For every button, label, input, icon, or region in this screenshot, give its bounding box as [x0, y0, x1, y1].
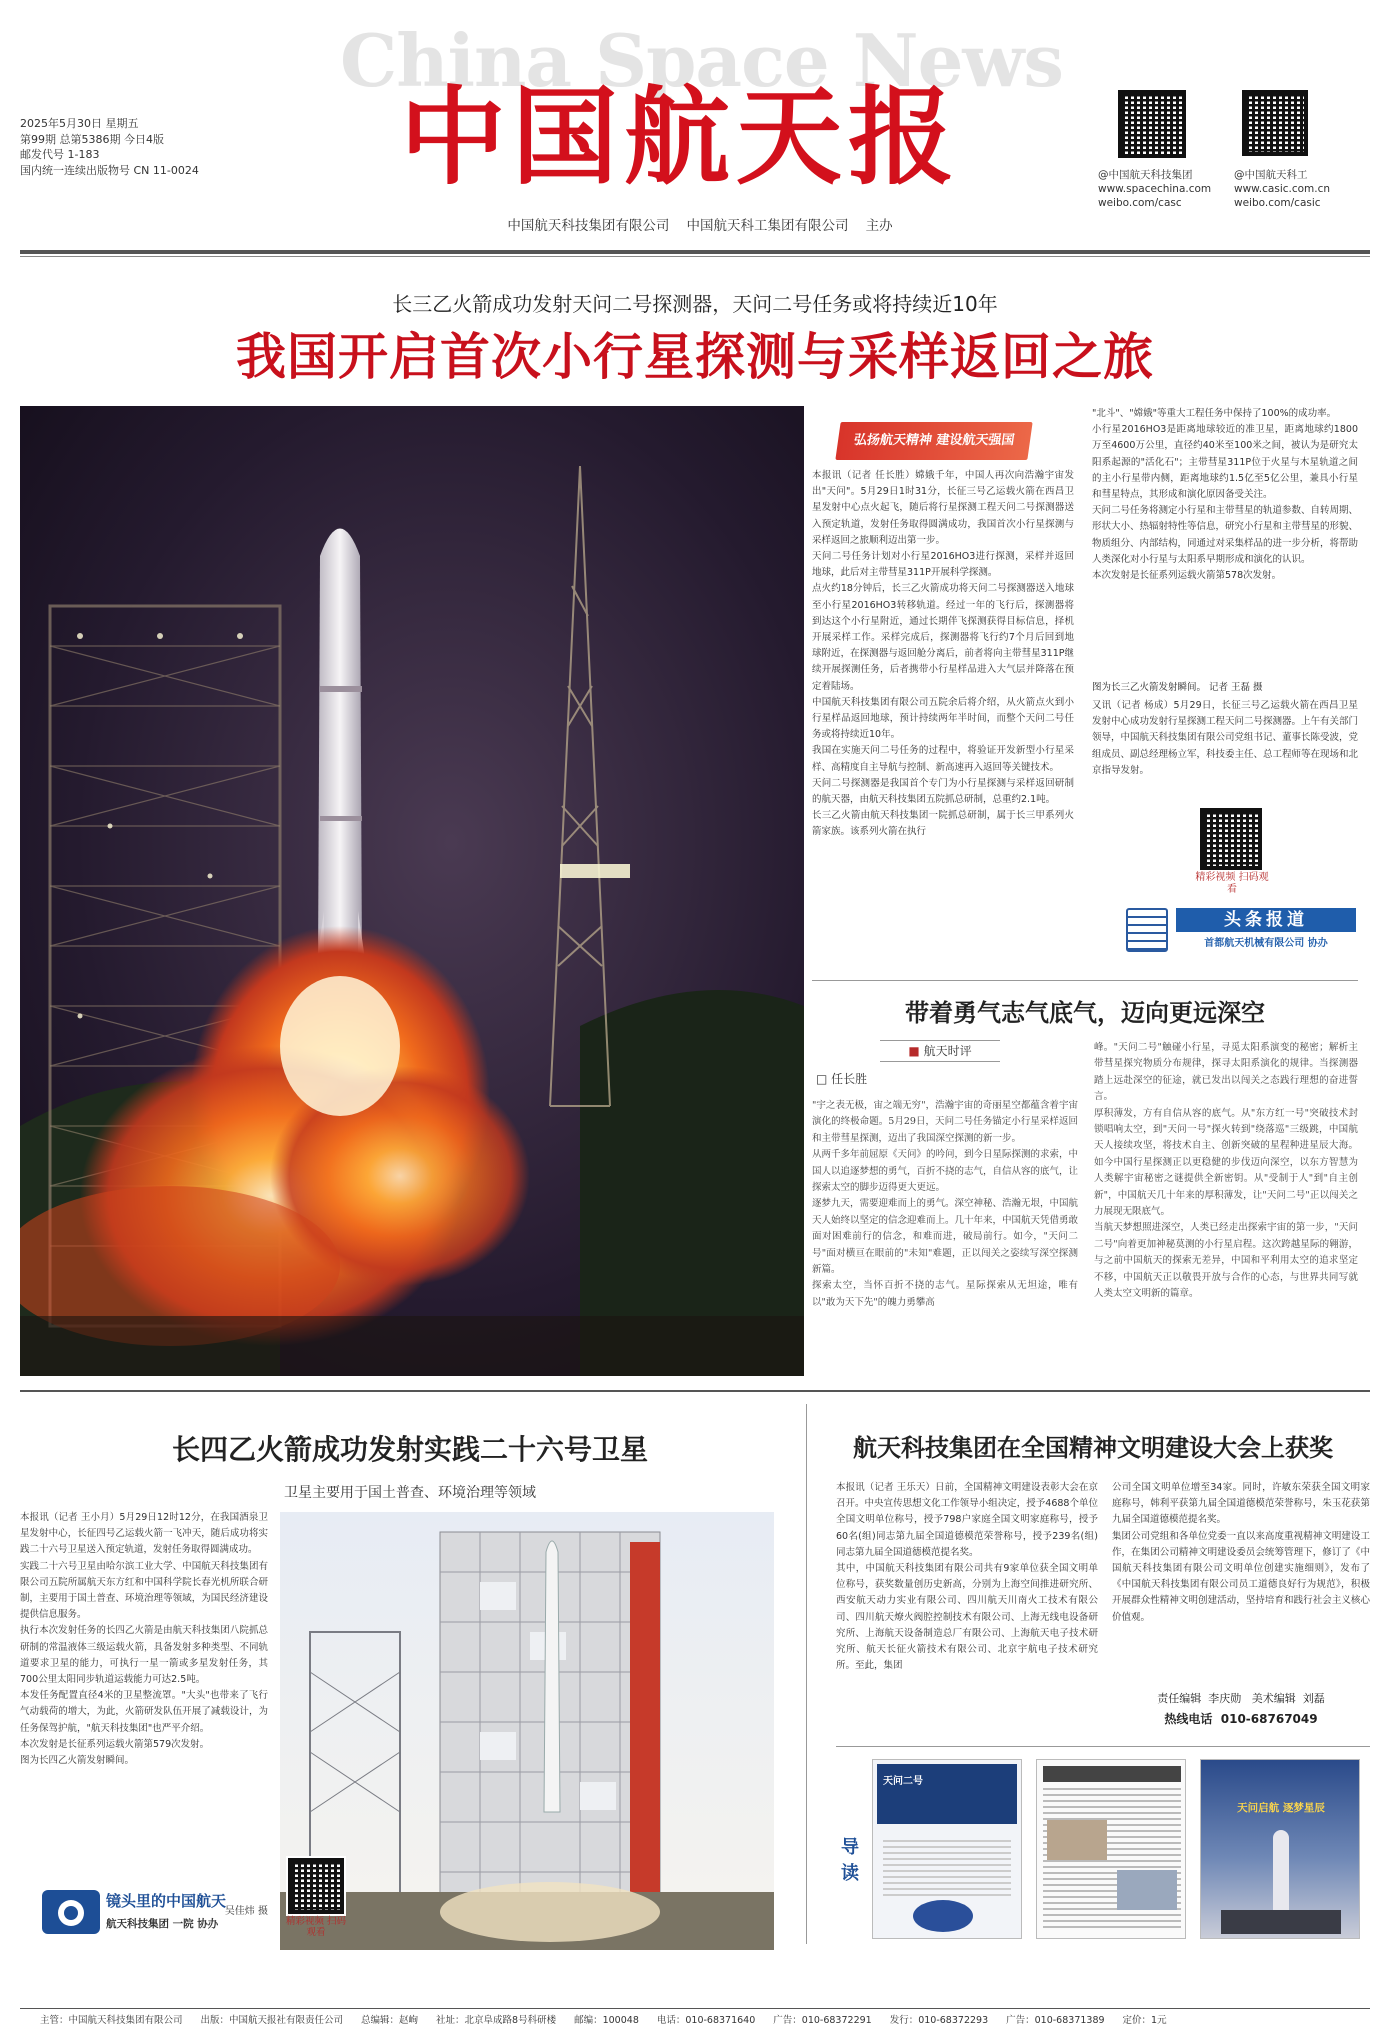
- section-rule: [20, 1390, 1370, 1392]
- editorial-byline: [816, 1070, 976, 1087]
- editorial-rule: [812, 980, 1358, 981]
- masthead-chinese: 中国航天报: [400, 74, 960, 199]
- footer-price: 定价：1元: [1122, 2015, 1167, 2026]
- lead-column-1: 本报讯（记者 任长胜）嫦娥千年，中国人再次向浩瀚宇宙发出"天问"。5月29日1时31分，长征三号乙运载火箭在西昌卫星发射中心点火起飞，随后将行星探测工程天问二号探测器送入预定轨道，发射任务取得圆满成功，我国首次小行星探测与采样返回之旅顺利迈出第一步。 天问二号任务计划对小行星2016HO3进行探测，采样并返回地球，此后对主带彗星311P开展科学探测。 点火约18分钟后，长三乙火箭成功将天问二号探测器送入地球至小行星2016HO3转移轨道。经过一年的飞行后，探测器将到达这个小行星附近，通过长期伴飞探测获得目标信息，择机开展采样工作。采样完成后，探测器将飞行约7个月后回到地球附近，在探测器与返回舱分离后，前者将向主带彗星311P继续开展探测任务，后者携带小行星样品进入大气层并降落在预定着陆场。 中国航天科技集团有限公司五院余后将介绍，从火箭点火到小行星样品返回地球，预计持续两年半时间，而整个天问二号任务或将持续近10年。 我国在实施天问二号任务的过程中，将验证开发新型小行星采样、高精度自主导航与控制、新高速再入返回等关键技术。 天问二号探测器是我国首个专门为小行星探测与采样返回研制的航天器，由航天科技集团五院抓总研制，总重约2.1吨。 长三乙火箭由航天科技集团一院抓总研制，属于长三甲系列火箭家族。该系列火箭在执行: [812, 470, 1074, 838]
- footer-bar: [40, 2012, 1370, 2032]
- promo-sponsor: 首都航天机械有限公司 协办: [1204, 938, 1328, 949]
- award-headline: 航天科技集团在全国精神文明建设大会上获奖: [853, 1433, 1333, 1462]
- editorial-author: 任长胜: [831, 1072, 868, 1086]
- casc-weibo[interactable]: weibo.com/casc: [1098, 197, 1182, 209]
- footer-publisher: 出版：中国航天报社有限责任公司: [200, 2015, 344, 2026]
- postal-code: 邮发代号 1-183: [20, 148, 100, 161]
- footer-rule: [20, 2008, 1370, 2009]
- masthead-rule-thick: [20, 250, 1370, 254]
- guide-thumb-page2[interactable]: [872, 1759, 1022, 1939]
- satellite-body: 本报讯（记者 王小月）5月29日12时12分，在我国酒泉卫星发射中心，长征四号乙运载火箭一飞冲天，随后成功将实践二十六号卫星送入预定轨道，发射任务取得圆满成功。 实践二十六号卫星由哈尔滨工业大学、中国航天科技集团有限公司五院所属航天东方红和中国科学院长春光机所联合研制，主要用于国土普查、环境治理等领域，为国民经济建设提供信息服务。 执行本次发射任务的长四乙火箭是由航天科技集团八院抓总研制的常温液体三级运载火箭，具备发射多种类型、不同轨道要求卫星的能力，可执行一星一箭或多星发射任务，其700公里太阳同步轨道运载能力可达2.5吨。 本发任务配置直径4米的卫星整流罩。"大头"也带来了飞行气动载荷的增大，为此，火箭研发队伍开展了减载设计，为任务保驾护航，"航天科技集团"也严平介绍。 本次发射是长征系列运载火箭第579次发射。 图为长四乙火箭发射瞬间。: [20, 1512, 268, 1767]
- footer-ads-phone-2: 广告：010-68371389: [1006, 2015, 1105, 2026]
- footer-address: 社址：北京阜成路8号科研楼: [436, 2015, 557, 2026]
- qr-code-launch-video[interactable]: [1200, 808, 1262, 870]
- award-column-1: 本报讯（记者 王乐天）日前，全国精神文明建设表彰大会在京召开。中央宣传思想文化工作领导小组决定，授予4688个单位全国文明单位称号，授予798户家庭全国文明家庭称号，授予60名(组)同志第九届全国道德模范荣誉称号，授予239名(组)同志第九届全国道德模范提名奖。 其中，中国航天科技集团有限公司共有9家单位获全国文明单位称号，获奖数量创历史新高，分别为上海空间推进研究所、西安航天动力实业有限公司、四川航天川南火工技术有限公司、四川航天燎火阀腔控制技术有限公司、上海无线电设备研究所、上海航天设备制造总厂有限公司、上海航天电子技术研究所、航天长征火箭技术有限公司、北京宇航电子技术研究所。至此，集团: [836, 1482, 1098, 1672]
- satellite-subhead: 卫星主要用于国土普查、环境治理等领域: [284, 1485, 536, 1501]
- guide-thumb-page3[interactable]: [1036, 1759, 1186, 1939]
- lead-column-2b: 又讯（记者 杨成）5月29日，长征三号乙运载火箭在西昌卫星发射中心成功发射行星探测工程天问二号探测器。上午有关部门领导，中国航天科技集团有限公司党组书记、董事长陈受波，党组成员、副总经理杨立军，科技委主任、总工程师等在现场和北京指导发射。: [1092, 700, 1358, 776]
- qr-code-casic[interactable]: [1242, 90, 1308, 156]
- casic-url[interactable]: www.casic.com.cn: [1234, 183, 1331, 195]
- footer-ads-phone: 广告：010-68372291: [773, 2015, 872, 2026]
- casc-account: @中国航天科技集团: [1098, 169, 1193, 181]
- lens-column-sponsor: 航天科技集团 一院 协办: [106, 1918, 219, 1930]
- award-editors: 责任编辑 李庆勋 美术编辑 刘磊: [1157, 1692, 1325, 1705]
- footer-postcode: 邮编：100048: [574, 2015, 639, 2026]
- lead-headline: 我国开启首次小行星探测与采样返回之旅: [236, 327, 1154, 386]
- satellite-qr-label: 精彩视频 扫码观看: [285, 1916, 347, 1938]
- qr-code-satellite-video[interactable]: [288, 1858, 344, 1914]
- launch-photo-cz4b: [280, 1512, 774, 1950]
- guide-label: 导读: [841, 1837, 859, 1884]
- serial-number: 国内统一连续出版物号 CN 11-0024: [20, 163, 199, 177]
- launch-tower-scene: [280, 1512, 774, 1950]
- spirit-badge-text: 弘扬航天精神 建设航天强国: [852, 433, 1016, 448]
- promo-title: 头条报道: [1176, 908, 1356, 932]
- footer-distribution: 发行：010-68372293: [889, 2015, 989, 2026]
- headline-report-promo: [1126, 908, 1358, 952]
- masthead-english: China Space News: [340, 18, 1063, 103]
- guide-thumb1-title: 天问二号: [883, 1776, 923, 1787]
- guide-thumb3-title: 天问启航 逐梦星辰: [1237, 1802, 1325, 1814]
- guide-box: [836, 1746, 1370, 1946]
- casc-url[interactable]: www.spacechina.com: [1098, 183, 1212, 195]
- editorial-title: 带着勇气志气底气，迈向更远深空: [905, 998, 1265, 1027]
- lead-photo-caption: 图为长三乙火箭发射瞬间。 记者 王磊 摄: [1092, 682, 1263, 693]
- award-hotline: 热线电话 010-68767049: [1164, 1712, 1318, 1726]
- qr-video-label: 精彩视频 扫码观看: [1195, 872, 1269, 895]
- lead-column-2: "北斗"、"嫦娥"等重大工程任务中保持了100%的成功率。 小行星2016HO3是距离地球较近的准卫星，距离地球约1800万至4600万公里，直径约40米至100米之间，被认为是研究太阳系起源的"活化石"；主带彗星311P位于火星与木星轨道之间的主小行星带内侧，距离地球约1.5亿至5亿公里，兼具小行星和彗星特点，其形成和演化原因备受关注。 天问二号任务将测定小行星和主带彗星的轨道参数、自转周期、形状大小、热辐射特性等信息，研究小行星和主带彗星的形貌、物质组分、内部结构，同通过对采集样品的进一步分析，将帮助人类深化对小行星与太阳系早期形成和演化的认识。 本次发射是长征系列运载火箭第578次发射。: [1092, 408, 1358, 582]
- casic-weibo[interactable]: weibo.com/casic: [1234, 197, 1321, 209]
- award-column-2: 公司全国文明单位增至34家。同时，许敏东荣获全国文明家庭称号，韩利平获第九届全国道德模范荣誉称号，朱玉花获第九届全国道德模范提名奖。 集团公司党组和各单位党委一直以来高度重视精神文明建设工作，在集团公司精神文明建设委员会统筹管理下，修订了《中国航天科技集团有限公司文明单位创建实施细则》，发布了《中国航天科技集团有限公司员工道德良好行为规范》，积极开展群众性精神文明创建活动，坚持培育和践行社会主义核心价值观。: [1112, 1482, 1370, 1623]
- issue-number: 第99期 总第5386期 今日4版: [20, 132, 164, 146]
- spirit-badge: [835, 422, 1032, 460]
- footer-supervisor: 主管：中国航天科技集团有限公司: [40, 2015, 183, 2026]
- lens-column-logo: [42, 1888, 262, 1938]
- square-icon: □: [816, 1072, 832, 1086]
- casic-account: @中国航天科工: [1234, 169, 1308, 181]
- guide-thumb-page4[interactable]: [1200, 1759, 1360, 1939]
- issue-date: 2025年5月30日 星期五: [20, 117, 139, 130]
- camera-icon: [42, 1890, 100, 1934]
- satellite-headline: 长四乙火箭成功发射实践二十六号卫星: [171, 1433, 648, 1466]
- footer-phone: 电话：010-68371640: [656, 2015, 756, 2026]
- launch-scene: [20, 406, 804, 1376]
- launch-photo-cz3b: [20, 406, 804, 1376]
- lens-column-title: 镜头里的中国航天: [106, 1892, 227, 1910]
- qr-code-casc[interactable]: [1118, 90, 1186, 158]
- bullet-icon: ■: [908, 1044, 924, 1058]
- document-icon: [1126, 908, 1168, 952]
- masthead-sponsors: 中国航天科技集团有限公司 中国航天科工集团有限公司 主办: [507, 218, 893, 234]
- editorial-column-1: "宇之表无极，宙之端无穷"，浩瀚宇宙的奇丽星空都蕴含着宇宙演化的终极命题。5月29日，天问二号任务锚定小行星采样返回和主带彗星探测，迈出了我国深空探测的新一步。 从两千多年前屈原《天问》的吟问，到今日星际探测的求索，中国人以追逐梦想的勇气，百折不挠的志气，自信从容的底气，让探索太空的脚步迈得更大更远。 逐梦九天，需要迎难而上的勇气。深空神秘、浩瀚无垠，中国航天人始终以坚定的信念迎难而上。几十年来，中国航天凭借勇敢面对困难前行的信念，和难而进，破局前行。如今，"天问二号"面对横亘在眼前的"未知"难题，正以闯关之姿续写深空探测新篇。 探索太空，当怀百折不挠的志气。星际探索从无坦途，唯有以"敢为天下先"的魄力勇攀高: [812, 1100, 1078, 1308]
- editorial-column-tag: [880, 1040, 1000, 1062]
- column-divider: [806, 1404, 807, 1944]
- satellite-photo-credit: 吴佳炜 摄: [224, 1906, 268, 1917]
- editorial-column-name: 航天时评: [923, 1044, 972, 1058]
- footer-editor-in-chief: 总编辑：赵峋: [361, 2015, 419, 2026]
- editorial-column-2: 峰。"天问二号"触碰小行星，寻觅太阳系演变的秘密；解析主带彗星探究物质分布规律，探寻太阳系演化的规律。当探测器踏上远赴深空的征途，就已发出以闯关之态践行理想的奋进誓言。 厚积薄发，方有自信从容的底气。从"东方红一号"突破技术封锁唱响太空，到"天问一号"探火转到"绕落巡"三级跳，中国航天人接续攻坚，将技术自主、创新突破的星程种进星辰大海。如今中国行星探测正以更稳健的步伐迈向深空，以东方智慧为人类解宇宙秘密之谜提供全新密钥。从"受制于人"到"自主创新"，中国航天几十年来的厚积薄发，让"天问二号"正以闯关之力展现无限底气。 当航天梦想照进深空，人类已经走出探索宇宙的第一步，"天问二号"向着更加神秘莫测的小行星启程。这次跨越星际的翱游，与之前中国航天的探索无差异，中国和平利用太空的追求坚定不移，中国航天正以敬畏开放与合作的心态，与世界共同写就人类太空文明新的篇章。: [1094, 1042, 1358, 1300]
- masthead-rule-thin: [20, 256, 1370, 257]
- lead-kicker: 长三乙火箭成功发射天问二号探测器，天问二号任务或将持续近10年: [392, 292, 998, 316]
